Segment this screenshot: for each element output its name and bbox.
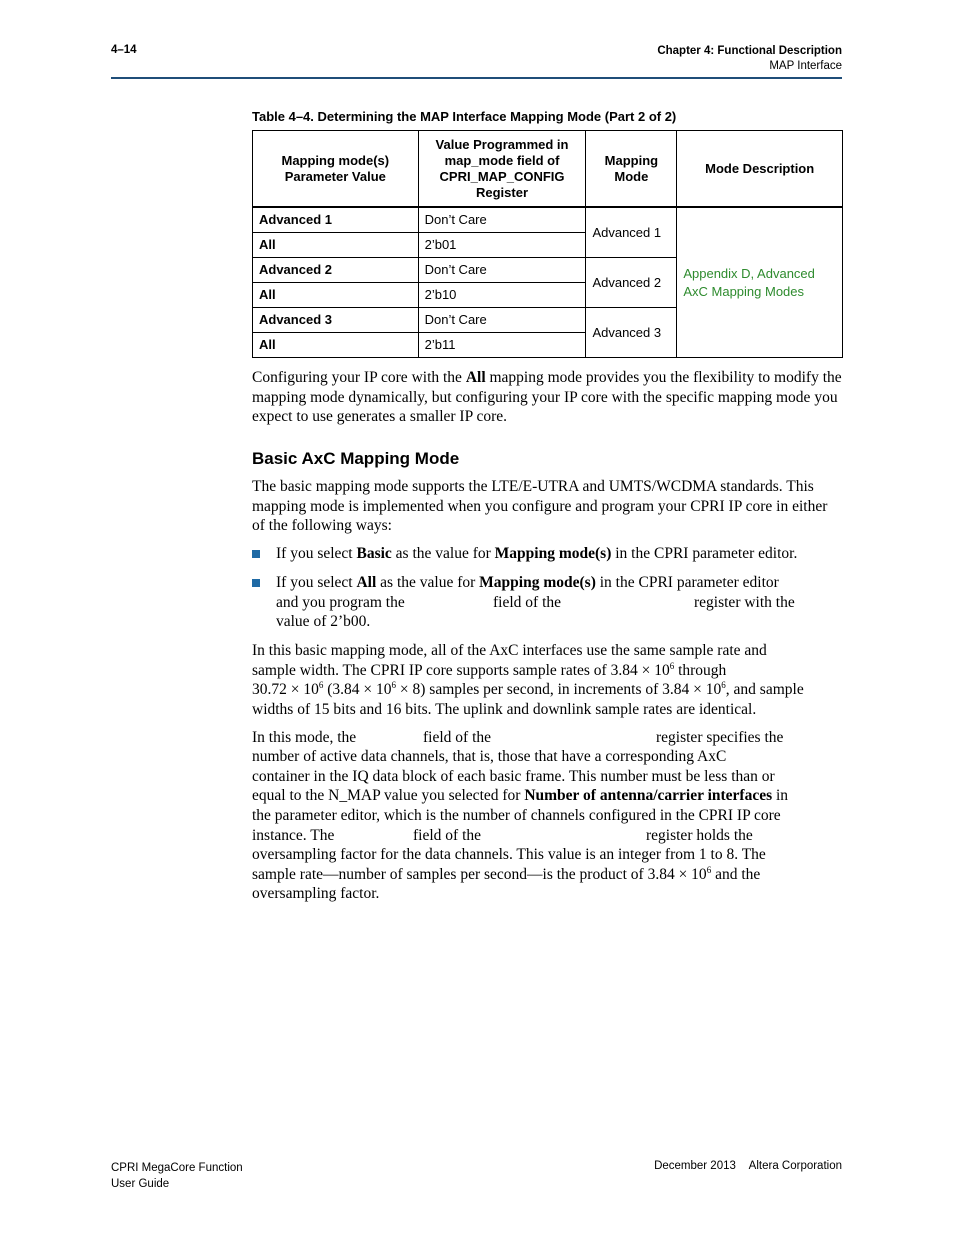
text-line: number of active data channels, that is, those that have a corresponding AxC [252,748,727,765]
text-line: oversampling factor for the data channels. This value is an integer from 1 to 8. The [252,846,766,863]
header-rule [111,77,842,79]
exponent: 6 [721,679,726,690]
text-line: container in the IQ data block of each basic frame. This number must be less than or [252,767,775,785]
param-cell: All [253,283,419,308]
value-cell: Don’t Care [418,308,586,333]
text-line: In this mode, the [252,729,357,746]
bold-term: Number of antenna/carrier interfaces [524,787,773,804]
param-cell: Advanced 2 [253,258,419,283]
value-cell: 2’b11 [418,333,586,358]
text-run: sample rate—number of samples per second—is the product of 3.84 × 10 [252,865,707,883]
value-cell: 2’b10 [418,283,586,308]
text-run: (3.84 × 10 [323,681,392,698]
bold-term: Basic [356,545,392,562]
bold-term: All [356,574,377,591]
table-header-row [253,131,843,208]
col-header-register-value: Value Programmed in map_mode field of CPRI_MAP_CONFIG Register [418,131,586,208]
text-run: mapping mode provides you the flexibility to modify the mapping mode dynamically, but configuring your IP core with the specific mapping mode you expect to use generates a smaller IP core. [252,369,842,425]
text-run: as the value for [391,545,495,562]
text-line [252,865,844,885]
section-title: MAP Interface [769,60,842,72]
text-line: and you program the [276,594,405,611]
text-line: field of the [493,594,562,611]
publication-date: December 2013 [654,1160,736,1172]
text-run: in the CPRI parameter editor [595,574,779,591]
param-cell: Advanced 1 [253,207,419,233]
section-heading: Basic AxC Mapping Mode [252,449,460,468]
text-line: register with the [694,594,795,611]
paragraph-sample-rates [252,641,844,719]
text-line [252,786,844,806]
text-line: value of 2’b00. [276,613,371,630]
text-run: in [772,787,789,804]
col-header-parameter: Mapping mode(s) Parameter Value [253,131,419,208]
mapping-mode-table [252,130,843,358]
text-line: register holds the [646,827,753,844]
param-cell: Advanced 3 [253,308,419,333]
col-header-mapping-mode: Mapping Mode [586,131,677,208]
bold-term: Mapping mode(s) [494,545,612,562]
param-cell: All [253,233,419,258]
document-type: User Guide [111,1178,170,1190]
table-caption: Table 4–4. Determining the MAP Interface Mapping Mode (Part 2 of 2) [252,109,677,124]
text-run: and the [711,865,761,883]
page-number: 4–14 [111,44,137,56]
exponent: 6 [391,679,397,690]
text-line: register specifies the [656,729,784,746]
text-run: through [674,661,727,679]
text-run: in the CPRI parameter editor. [611,545,798,562]
text-run: Configuring your IP core with the [252,369,466,386]
running-header [657,44,842,74]
text-line: widths of 15 bits and 16 bits. The uplink and downlink sample rates are identical. [252,700,757,718]
text-run: If you select [276,545,357,562]
text-line: In this basic mapping mode, all of the AxC interfaces use the same sample rate and [252,642,767,659]
text-run: equal to the N_MAP value you selected for [252,787,525,804]
paragraph-all-mode [252,368,844,427]
text-line: field of the [423,729,492,746]
value-cell: Don’t Care [418,207,586,233]
exponent: 6 [706,864,712,875]
text-line: instance. The [252,827,335,844]
value-cell: 2’b01 [418,233,586,258]
bullet-icon [252,550,260,558]
footer-right [654,1160,842,1172]
exponent: 6 [669,660,675,671]
text-run: sample width. The CPRI IP core supports sample rates of 3.84 × 10 [252,661,670,679]
mode-cell: Advanced 2 [586,258,677,308]
bullet-icon [252,579,260,587]
param-cell: All [253,333,419,358]
mode-cell: Advanced 3 [586,308,677,358]
footer-left [111,1160,243,1192]
text-run: × 8) samples per second, in increments of 3.84 × 10 [396,681,722,698]
paragraph-oversampling [252,845,844,904]
text-line: field of the [413,827,482,844]
value-cell: Don’t Care [418,258,586,283]
bold-term: All [465,369,486,386]
chapter-title: Chapter 4: Functional Description [657,45,842,57]
text-run: If you select [276,574,357,591]
paragraph-basic-intro: The basic mapping mode supports the LTE/E-UTRA and UMTS/WCDMA standards. This mapping mode is implemented when you configure and program your CPRI IP core in either of the following ways: [252,478,828,534]
text-run: 30.72 × 10 [252,681,319,698]
paragraph-active-channels [252,747,844,825]
text-run: as the value for [376,574,480,591]
company-name: Altera Corporation [748,1160,842,1172]
text-run: , and sample [725,681,804,698]
text-line [252,661,844,681]
mode-cell: Advanced 1 [586,207,677,258]
bullet-item [276,573,846,593]
bullet-item [276,544,846,564]
text-line [252,680,844,700]
product-name: CPRI MegaCore Function [111,1162,243,1174]
exponent: 6 [318,679,324,690]
col-header-description: Mode Description [677,131,843,208]
bold-term: Mapping mode(s) [479,574,596,591]
appendix-d-link[interactable]: Appendix D, Advanced AxC Mapping Modes [677,207,843,358]
table-row [253,207,843,233]
text-line: oversampling factor. [252,885,380,902]
text-line: the parameter editor, which is the number of channels configured in the CPRI IP core [252,806,781,824]
